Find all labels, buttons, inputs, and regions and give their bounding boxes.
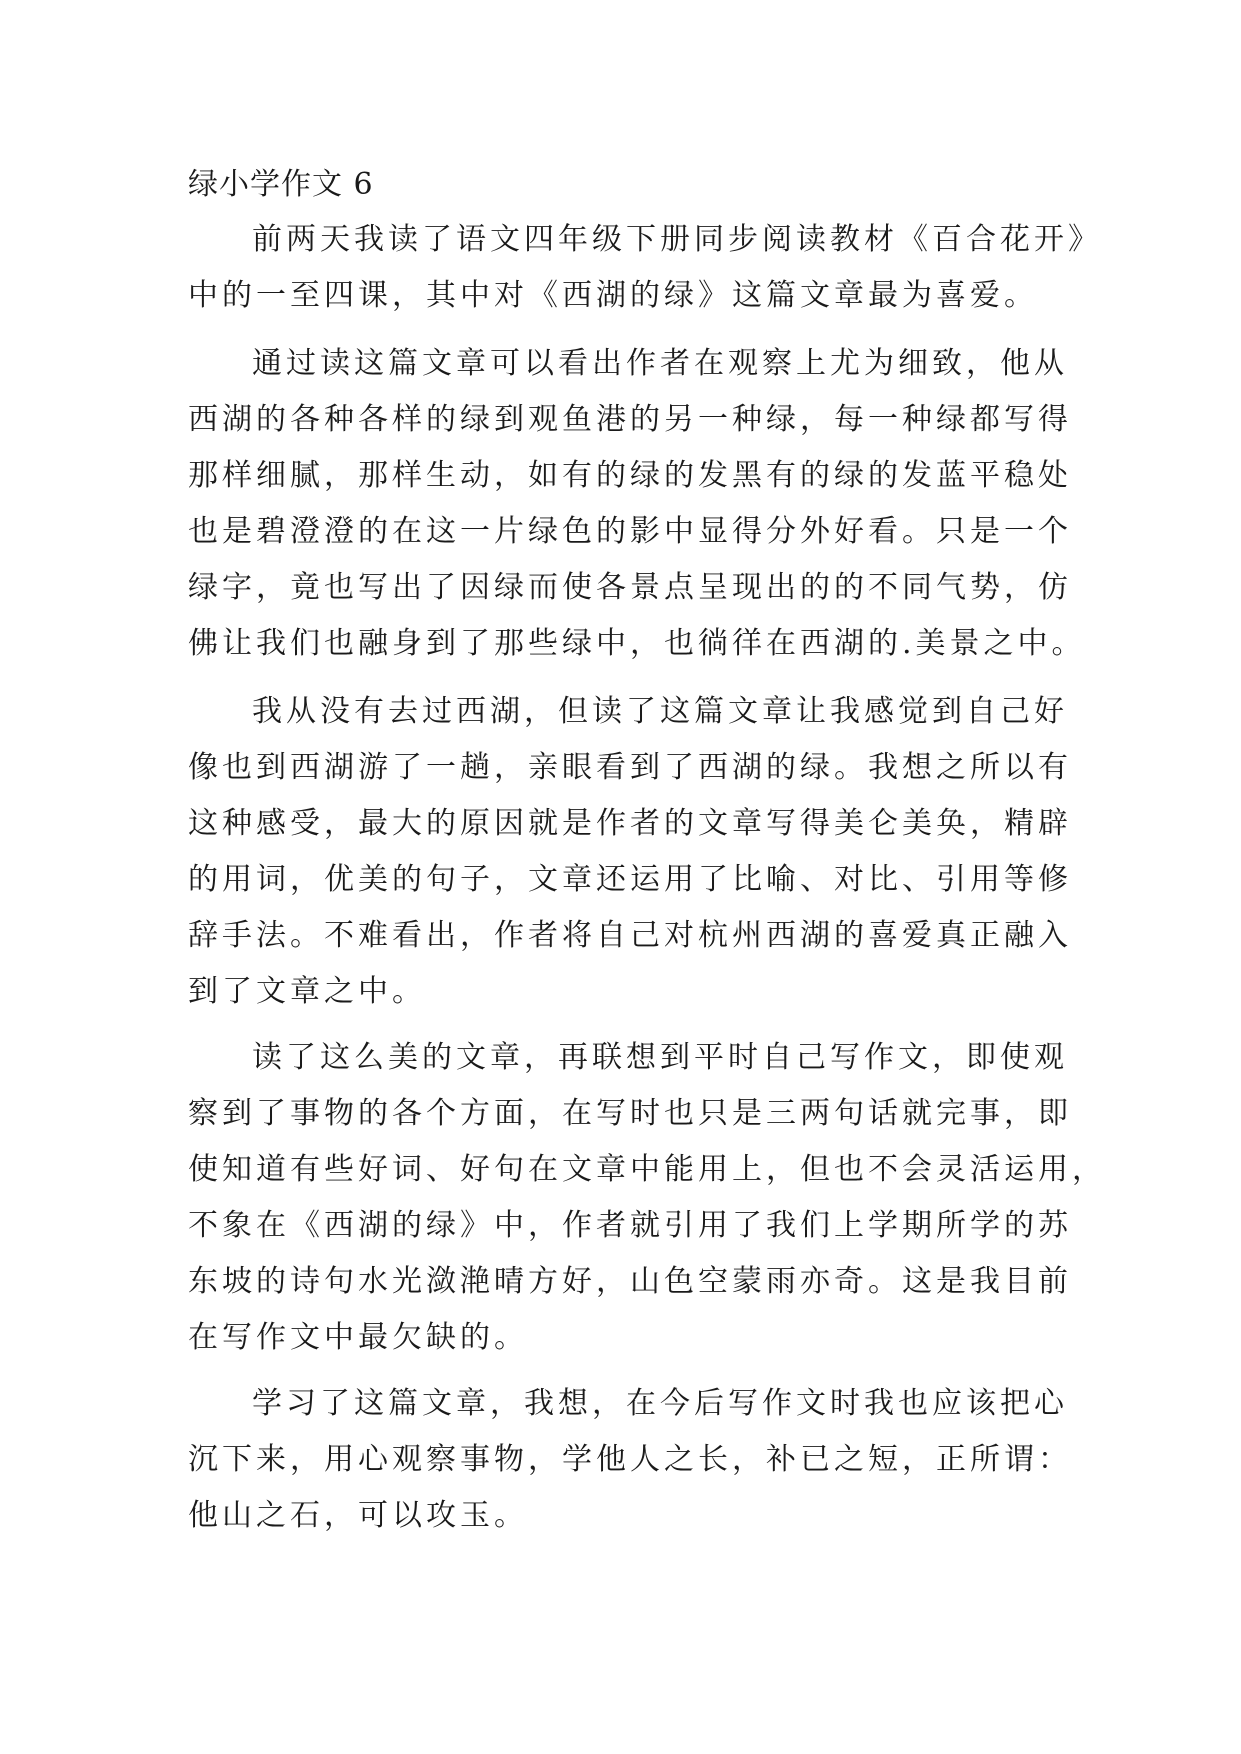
paragraph-line: 通过读这篇文章可以看出作者在观察上尤为细致，他从: [252, 346, 1068, 381]
paragraph-3: [188, 684, 1072, 1020]
paragraph-line: 学习了这篇文章，我想，在今后写作文时我也应该把心: [252, 1386, 1068, 1421]
paragraph-line: 沉下来，用心观察事物，学他人之长，补已之短，正所谓：: [188, 1442, 1072, 1477]
paragraph-line: 也是碧澄澄的在这一片绿色的影中显得分外好看。只是一个: [188, 514, 1072, 549]
paragraph-line: 不象在《西湖的绿》中，作者就引用了我们上学期所学的苏: [188, 1208, 1072, 1243]
paragraph-line: 到了文章之中。: [188, 974, 426, 1009]
paragraph-line: 他山之石，可以攻玉。: [188, 1498, 528, 1533]
paragraph-4: [188, 1030, 1106, 1366]
paragraph-line: 东坡的诗句水光潋滟晴方好，山色空蒙雨亦奇。这是我目前: [188, 1264, 1072, 1299]
paragraph-2: [188, 336, 1086, 672]
paragraph-line: 察到了事物的各个方面，在写时也只是三两句话就完事，即: [188, 1096, 1072, 1131]
paragraph-5: [188, 1376, 1072, 1544]
document-title: 绿小学作文 6: [188, 167, 374, 202]
paragraph-line: 的用词，优美的句子，文章还运用了比喻、对比、引用等修: [188, 862, 1072, 897]
paragraph-line: 这种感受，最大的原因就是作者的文章写得美仑美奂，精辟: [188, 806, 1072, 841]
paragraph-line: 在写作文中最欠缺的。: [188, 1320, 528, 1355]
paragraph-line: 我从没有去过西湖，但读了这篇文章让我感觉到自己好: [252, 694, 1068, 729]
paragraph-line: 读了这么美的文章，再联想到平时自己写作文，即使观: [252, 1040, 1068, 1075]
paragraph-line: 中的一至四课，其中对《西湖的绿》这篇文章最为喜爱。: [188, 278, 1038, 313]
paragraph-line: 辞手法。不难看出，作者将自己对杭州西湖的喜爱真正融入: [188, 918, 1072, 953]
paragraph-line: 佛让我们也融身到了那些绿中，也徜徉在西湖的.美景之中。: [188, 626, 1086, 661]
paragraph-1: [188, 212, 1102, 324]
paragraph-line: 像也到西湖游了一趟，亲眼看到了西湖的绿。我想之所以有: [188, 750, 1072, 785]
paragraph-line: 前两天我读了语文四年级下册同步阅读教材《百合花开》: [252, 222, 1102, 257]
paragraph-line: 那样细腻，那样生动，如有的绿的发黑有的绿的发蓝平稳处: [188, 458, 1072, 493]
paragraph-line: 使知道有些好词、好句在文章中能用上，但也不会灵活运用，: [188, 1152, 1106, 1187]
paragraph-line: 西湖的各种各样的绿到观鱼港的另一种绿，每一种绿都写得: [188, 402, 1072, 437]
paragraph-line: 绿字，竟也写出了因绿而使各景点呈现出的的不同气势，仿: [188, 570, 1072, 605]
